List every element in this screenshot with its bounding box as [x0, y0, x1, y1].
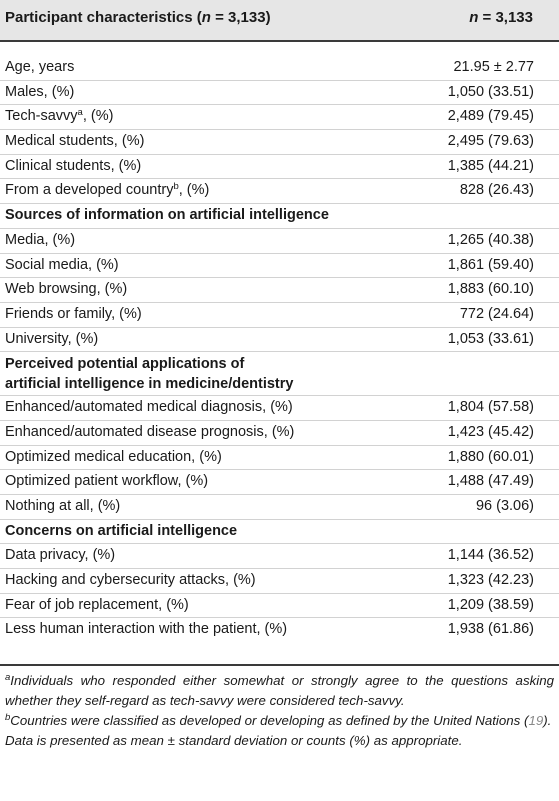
row-label: Nothing at all, (%) [5, 498, 121, 514]
table-row [0, 421, 559, 446]
data-presentation-note: Data is presented as mean ± standard deviation or counts (%) as appropriate. [5, 733, 463, 748]
table-row [0, 569, 559, 594]
table-row [0, 155, 559, 180]
row-label: Fear of job replacement, (%) [5, 596, 189, 613]
table-row [0, 594, 559, 619]
row-value: 1,385 (44.21) [447, 157, 534, 174]
table-row [0, 446, 559, 471]
row-label: University, (%) [5, 330, 99, 347]
table-row [0, 618, 559, 643]
table-row [0, 105, 559, 130]
table-row [0, 229, 559, 254]
row-label: Web browsing, (%) [5, 281, 128, 298]
header-n-total: n = 3,133 [469, 9, 533, 26]
row-label: Optimized patient workflow, (%) [5, 473, 209, 490]
row-value: 1,938 (61.86) [447, 621, 534, 638]
row-value: 1,488 (47.49) [447, 473, 534, 490]
section-heading-concerns: Concerns on artificial intelligence [0, 520, 559, 545]
table-row [0, 254, 559, 279]
row-value: 1,053 (33.61) [447, 330, 534, 347]
table-row [0, 130, 559, 155]
row-label: Tech-savvy$^a$, (%) [5, 107, 114, 125]
table-row [0, 81, 559, 106]
row-label: From a developed country$^b$, (%) [5, 181, 210, 199]
row-label: Social media, (%) [5, 256, 119, 273]
row-value: 2,495 (79.63) [447, 133, 534, 150]
table-row [0, 396, 559, 421]
row-label: Data privacy, (%) [5, 547, 116, 564]
table-row [0, 470, 559, 495]
row-value: 1,323 (42.23) [447, 572, 534, 589]
footnote-a: $^a$Individuals who responded either somewhat or strongly agree to the questions asking whether they self-regard as tech-savvy were considered tech-savvy. [5, 672, 554, 708]
table-row [0, 56, 559, 81]
row-label: Optimized medical education, (%) [5, 448, 222, 465]
row-label: Less human interaction with the patient, (%) [5, 621, 288, 638]
row-value: 1,880 (60.01) [447, 448, 534, 465]
row-label: Males, (%) [5, 83, 75, 100]
table-row [0, 328, 559, 353]
row-label: Enhanced/automated disease prognosis, (%) [5, 423, 295, 440]
row-label: Enhanced/automated medical diagnosis, (%) [5, 399, 293, 416]
table-row [0, 495, 559, 520]
row-value: 2,489 (79.45) [447, 108, 534, 125]
table-bottom-rule [0, 664, 559, 666]
header-participant-characteristics: Participant characteristics (n = 3,133) [5, 9, 271, 26]
footnote-marker-a: a [77, 107, 83, 119]
table-header [0, 0, 559, 42]
reference-link[interactable]: 19 [528, 713, 544, 728]
row-value: 1,144 (36.52) [447, 547, 534, 564]
row-label: Friends or family, (%) [5, 305, 142, 322]
row-label: Clinical students, (%) [5, 157, 142, 174]
row-value: 21.95 ± 2.77 [453, 59, 534, 75]
table-body [0, 56, 559, 643]
row-label: Hacking and cybersecurity attacks, (%) [5, 572, 256, 589]
row-value: 96 (3.06) [475, 498, 534, 514]
row-value: 1,265 (40.38) [447, 231, 534, 248]
table-footnotes [5, 671, 554, 751]
row-value: 1,804 (57.58) [447, 399, 534, 416]
footnote-b: $^b$Countries were classified as developed or developing as defined by the United Nations (19). [5, 712, 552, 728]
row-value: 1,861 (59.40) [447, 256, 534, 273]
table-row [0, 179, 559, 204]
footnote-marker-b: b [173, 181, 179, 193]
row-label: Media, (%) [5, 231, 76, 248]
row-value: 1,883 (60.10) [447, 281, 534, 298]
row-label: Age, years [5, 59, 75, 75]
row-value: 1,050 (33.51) [447, 83, 534, 100]
table-row [0, 544, 559, 569]
row-value: 828 (26.43) [459, 182, 534, 199]
table-row [0, 278, 559, 303]
section-heading-applications: Perceived potential applications of artificial intelligence in medicine/dentistry [0, 352, 559, 396]
row-value: 1,209 (38.59) [447, 596, 534, 613]
row-value: 772 (24.64) [459, 305, 534, 322]
section-heading-sources: Sources of information on artificial intelligence [0, 204, 559, 229]
row-value: 1,423 (45.42) [447, 423, 534, 440]
row-label: Medical students, (%) [5, 133, 145, 150]
table-row [0, 303, 559, 328]
